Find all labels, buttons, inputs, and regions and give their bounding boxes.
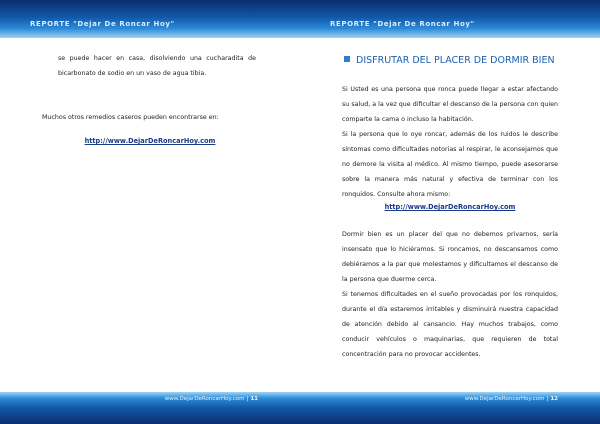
page-header — [300, 0, 600, 38]
footer-site: www.DejarDeRoncarHoy.com — [464, 396, 545, 402]
paragraph: Si tenemos dificultades en el sueño provocadas por los ronquidos, durante el día estaremos irritables y disminuirá nuestra capacidad de atención debido al cansancio. Hay muchos trabajos, como conducir vehículos o maquinarias, que requieren de total concentración para no provocar accidentes. — [342, 291, 558, 358]
header-title: REPORTE "Dejar De Roncar Hoy" — [30, 20, 175, 28]
paragraph: Si Usted es una persona que ronca puede llegar a estar afectando su salud, a la vez que dificultar el descanso de la persona con quien comparte la cama o incluso la habitación. — [342, 86, 558, 123]
website-link[interactable]: http://www.DejarDeRoncarHoy.com — [384, 203, 516, 211]
paragraph: Si la persona que lo oye roncar, además de los ruidos le describe síntomas como dificultades notorias al respirar, le aconsejamos que no demore la visita al médico. Al mismo tiempo, puede asesorarse sobre la manera más natural y efectiva de terminar con los ronquidos. Consulte ahora mismo: — [342, 131, 558, 198]
footer-separator: | — [546, 396, 549, 402]
footer-site: www.DejarDeRoncarHoy.com — [164, 396, 245, 402]
square-bullet-icon — [344, 56, 350, 62]
page-footer — [300, 392, 600, 424]
page-number: 11 — [250, 396, 258, 402]
page-right — [300, 0, 600, 424]
paragraph: Dormir bien es un placer del que no debemos privarnos, sería insensato que lo hiciéramos. Si roncamos, no descansamos como debiéramos a la par que molestamos y dificultamos el descanso de la persona que duerme cerca. — [342, 231, 558, 283]
section-heading-text: DISFRUTAR DEL PLACER DE DORMIR BIEN — [356, 55, 555, 66]
footer-separator: | — [246, 396, 249, 402]
header-title: REPORTE "Dejar De Roncar Hoy" — [330, 20, 475, 28]
paragraph: se puede hacer en casa, disolviendo una cucharadita de bicarbonato de sodio en un vaso de agua tibia. — [58, 55, 256, 77]
footer-text — [465, 396, 558, 402]
page-header — [0, 0, 300, 38]
page-number: 12 — [550, 396, 558, 402]
website-link[interactable]: http://www.DejarDeRoncarHoy.com — [84, 137, 216, 145]
paragraph: Muchos otros remedios caseros pueden encontrarse en: — [42, 114, 219, 121]
page-footer — [0, 392, 300, 424]
footer-text — [165, 396, 258, 402]
section-heading — [344, 55, 555, 66]
